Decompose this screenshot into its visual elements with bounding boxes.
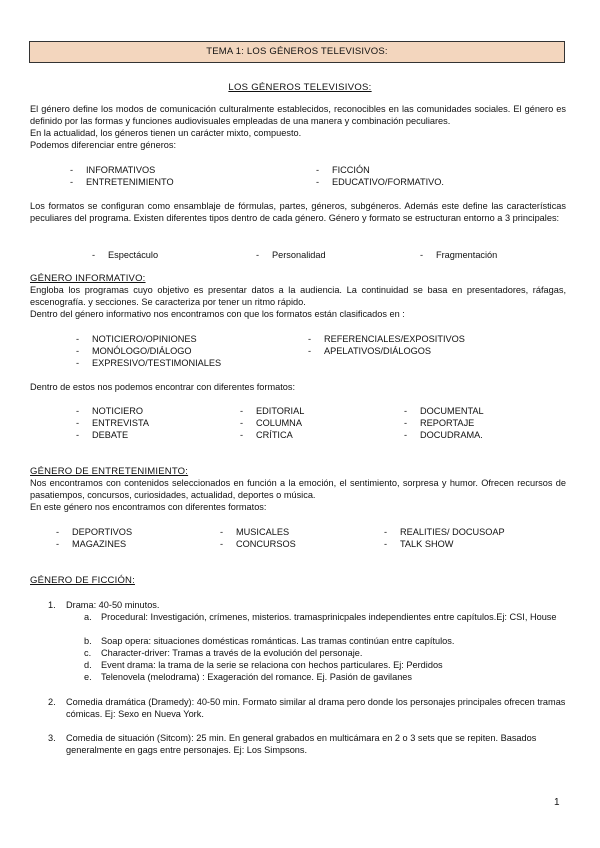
list-item: - Espectáculo [92, 250, 159, 260]
list-item: - CONCURSOS [220, 539, 296, 549]
list-item: - REFERENCIALES/EXPOSITIVOS [308, 334, 465, 344]
list-item: - DEBATE [76, 430, 129, 440]
list-number: 2. [48, 697, 56, 707]
drama-subitem: Soap opera: situaciones domésticas románticas. Las tramas continúan entre capítulos. [101, 636, 455, 646]
list-item: - ENTREVISTA [76, 418, 150, 428]
drama-subitem: Character-driver: Tramas a través de la evolución del personaje. [101, 648, 363, 658]
list-item: - REALITIES/ DOCUSOAP [384, 527, 505, 537]
list-item: - Personalidad [256, 250, 326, 260]
section-subtitle: LOS GÉNEROS TELEVISIVOS: [228, 82, 372, 93]
intro-line-3: Podemos diferenciar entre géneros: [30, 140, 177, 150]
drama-subitem: Procedural: Investigación, crímenes, misterios. tramasprinicpales independientes entre capítulos.Ej: CSI, House [101, 612, 557, 622]
ficcion-item-sitcom: Comedia de situación (Sitcom): 25 min. En general grabados en multicámara en 2 o 3 sets que se repiten. Basados generalmente en gags entre personajes. Ej: Los Simpsons. [66, 733, 537, 755]
informativo-formatos-intro: Dentro de estos nos podemos encontrar con diferentes formatos: [30, 382, 296, 392]
list-item: - CRÍTICA [240, 430, 293, 440]
list-item: - TALK SHOW [384, 539, 454, 549]
list-item: - FICCIÓN [316, 165, 370, 175]
heading-entretenimiento: GÉNERO DE ENTRETENIMIENTO: [30, 466, 189, 477]
page-number: 1 [554, 797, 560, 808]
list-item: - COLUMNA [240, 418, 302, 428]
intro-paragraph: El género define los modos de comunicación culturalmente establecidos, reconocibles en las comunidades sociales. El género es definido por las formas y funciones audiovisuales empleadas de una manera y combinación peculiares. [30, 104, 566, 126]
list-item: - APELATIVOS/DIÁLOGOS [308, 346, 432, 356]
ficcion-item-drama: Drama: 40-50 minutos. [66, 600, 160, 610]
list-letter: c. [84, 648, 92, 658]
list-item: - MUSICALES [220, 527, 290, 537]
drama-subitem: Telenovela (melodrama) : Exageración del romance. Ej. Pasión de gavilanes [101, 672, 413, 682]
list-item: - Fragmentación [420, 250, 498, 260]
list-item: - EDITORIAL [240, 406, 305, 416]
list-letter: d. [84, 660, 92, 670]
heading-informativo: GÉNERO INFORMATIVO: [30, 273, 146, 284]
list-item: - ENTRETENIMIENTO [70, 177, 174, 187]
informativo-line: Dentro del género informativo nos encontramos con que los formatos están clasificados en : [30, 309, 405, 319]
list-item: - DOCUMENTAL [404, 406, 484, 416]
list-item: - EDUCATIVO/FORMATIVO. [316, 177, 444, 187]
informativo-paragraph: Engloba los programas cuyo objetivo es presentar datos a la audiencia. La continuidad se basa en presentadores, ráfagas, escenografía. y secciones. Se caracteriza por tener un ritmo rápido. [30, 285, 566, 307]
ficcion-item-dramedy: Comedia dramática (Dramedy): 40-50 min. Formato similar al drama pero donde los personajes principales ofrecen tramas cómicas. Ej: Sexo en Nueva York. [66, 697, 566, 719]
list-item: - NOTICIERO [76, 406, 144, 416]
list-item: - REPORTAJE [404, 418, 475, 428]
drama-subitem: Event drama: la trama de la serie se relaciona con hechos particulares. Ej: Perdidos [101, 660, 443, 670]
list-letter: e. [84, 672, 92, 682]
list-item: - NOTICIERO/OPINIONES [76, 334, 197, 344]
entretenimiento-paragraph: Nos encontramos con contenidos seleccionados en función a la emoción, el sentimiento, sorpresa y humor. Ofrecen recursos de pasatiempos, concursos, curiosidades, actualidad, deportes o música. [30, 478, 566, 500]
list-item: - EXPRESIVO/TESTIMONIALES [76, 358, 222, 368]
document-title: TEMA 1: LOS GÉNEROS TELEVISIVOS: [29, 41, 565, 63]
list-letter: b. [84, 636, 92, 646]
list-item: - DEPORTIVOS [56, 527, 133, 537]
formatos-paragraph: Los formatos se configuran como ensamblaje de fórmulas, partes, géneros, subgéneros. Además este define las características peculiares del programa. Existen diferentes tipos dentro de cada género. Género y formato se estructuran entorno a 3 principales: [30, 201, 566, 223]
list-item: - MAGAZINES [56, 539, 127, 549]
list-number: 1. [48, 600, 56, 610]
list-letter: a. [84, 612, 92, 622]
list-item: - MONÓLOGO/DIÁLOGO [76, 346, 192, 356]
list-number: 3. [48, 733, 56, 743]
heading-ficcion: GÉNERO DE FICCIÓN: [30, 575, 135, 586]
list-item: - INFORMATIVOS [70, 165, 156, 175]
list-item: - DOCUDRAMA. [404, 430, 483, 440]
intro-line-2: En la actualidad, los géneros tienen un carácter mixto, compuesto. [30, 128, 302, 138]
entretenimiento-line: En este género nos encontramos con diferentes formatos: [30, 502, 267, 512]
